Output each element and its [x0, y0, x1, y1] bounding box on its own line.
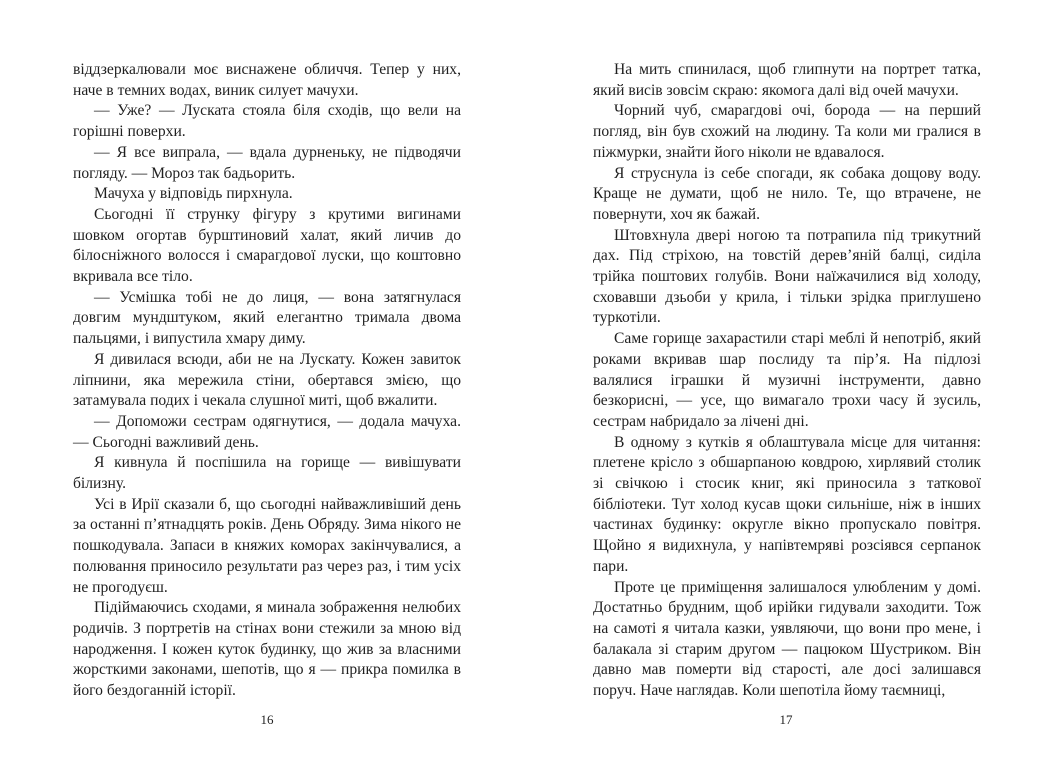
- left-page: [73, 60, 461, 702]
- paragraph: Усі в Ирії сказали б, що сьогодні найважливіший день за останні п’ятнадцять років. День Обряду. Зима нікого не пошкодувала. Запаси в княжих коморах закінчувалися, а полювання приносило результати раз через раз, і тим усіх не прогодуєш.: [73, 495, 461, 596]
- page-number-right: 17: [779, 712, 793, 727]
- paragraph: На мить спинилася, щоб глипнути на портрет татка, який висів зовсім скраю: якомога далі від очей мачухи.: [593, 61, 981, 99]
- paragraph: Штовхнула двері ногою та потрапила під трикутний дах. Під стріхою, на товстій дерев’яній балці, сиділа трійка поштових голубів. Вони наїжачилися від холоду, сховавши дзьоби у крила, і тільки зрідка приглушено туркотіли.: [593, 226, 981, 327]
- paragraph: — Уже? — Луската стояла біля сходів, що вели на горішні поверхи.: [73, 102, 461, 141]
- paragraph: Чорний чуб, смарагдові очі, борода — на перший погляд, він був схожий на людину. Та коли ми гралися в піжмурки, знайти його ніколи не вдавалося.: [593, 102, 981, 161]
- paragraph: — Допоможи сестрам одягнутися, — додала мачуха. — Сьогодні важливий день.: [73, 412, 461, 451]
- paragraph: Підіймаючись сходами, я минала зображення нелюбих родичів. З портретів на стінах вони стежили за мною від народження. І кожен куток будинку, що жив за власними жорсткими законами, шепотів, що я — прикра помилка в його бездоганній історії.: [73, 599, 461, 700]
- paragraph: Сьогодні її струнку фігуру з крутими вигинами шовком огортав бурштиновий халат, який личив до білосніжного волосся і смарагдової луски, що коштовно вкривала все тіло.: [73, 205, 461, 286]
- paragraph: Проте це приміщення залишалося улюбленим у домі. Достатньо брудним, щоб ирійки гидували заходити. Тож на самоті я читала казки, уявляючи, що вони про мене, і балакала зі старим другом — пацюком Шустриком. Він давно мав померти від старості, але досі залишався поруч. Наче наглядав. Коли шепотіла йому таємниці,: [593, 578, 981, 700]
- right-page: [593, 60, 981, 702]
- paragraph: — Усмішка тобі не до лиця, — вона затягнулася довгим мундштуком, який елегантно тримала двома пальцями, і випустила хмару диму.: [73, 288, 461, 348]
- paragraph: — Я все випрала, — вдала дурненьку, не підводячи погляду. — Мороз так бадьорить.: [73, 143, 461, 182]
- paragraph: Я струснула із себе спогади, як собака дощову воду. Краще не думати, щоб не нило. Те, що втрачене, не повернути, хоч як бажай.: [593, 164, 981, 223]
- page-number-left: 16: [260, 712, 274, 727]
- paragraph: Я кивнула й поспішила на горище — вивішувати білизну.: [73, 454, 461, 493]
- paragraph: Саме горище захарастили старі меблі й непотріб, який роками вкривав шар послиду та пір’я. На підлозі валялися іграшки й музичні інструменти, давно безкорисні, — усе, що вимагало трохи часу й зусиль, сестрам набридало за лічені дні.: [593, 330, 981, 430]
- paragraph: Я дивилася всюди, аби не на Лускату. Кожен завиток ліпнини, яка мережила стіни, обертався змією, що затамувала подих і чекала слушної миті, щоб вжалити.: [73, 350, 461, 410]
- paragraph: В одному з кутків я облаштувала місце для читання: плетене крісло з обшарпаною ковдрою, хирлявий столик зі свічкою і стосик книг, які приносила з таткової бібліотеки. Тут холод кусав щоки сильніше, ніж в інших частинах будинку: округле вікно пропускало повітря. Щойно я видихнула, у напівтемряві розсіявся серпанок пари.: [593, 433, 981, 575]
- paragraph: віддзеркалювали моє виснажене обличчя. Тепер у них, наче в темних водах, виник силует мачухи.: [73, 61, 461, 99]
- paragraph: Мачуха у відповідь пирхнула.: [94, 185, 293, 203]
